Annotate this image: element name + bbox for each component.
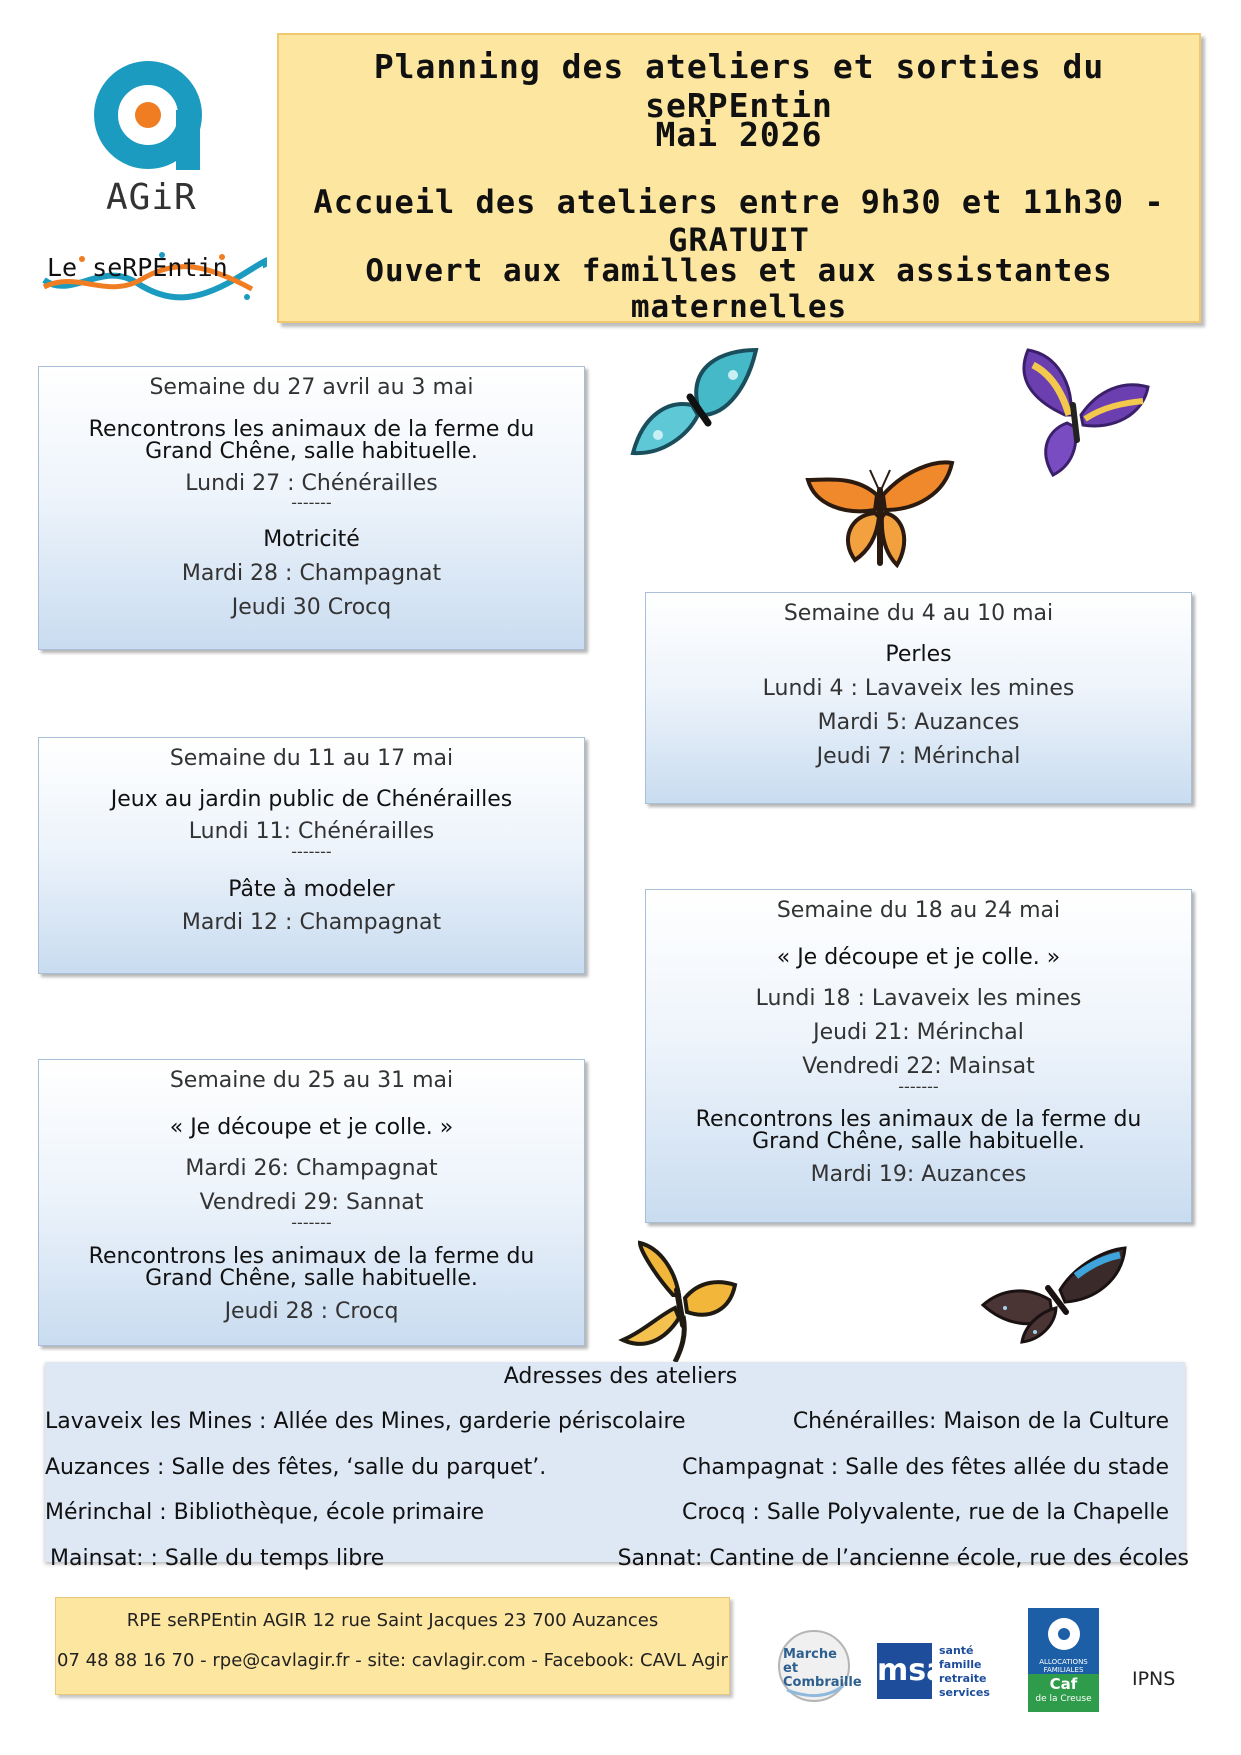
address-right-4: Sannat: Cantine de l’ancienne école, rue des écoles [617, 1546, 1189, 1571]
week-box-3 [38, 737, 585, 974]
week-title: Semaine du 11 au 17 mai [169, 746, 454, 771]
address-left-1: Lavaveix les Mines : Allée des Mines, garderie périscolaire [45, 1409, 686, 1434]
footer-address: RPE seRPEntin AGIR 12 rue Saint Jacques 23 700 Auzances [126, 1610, 659, 1631]
week-title: Semaine du 27 avril au 3 mai [149, 375, 474, 400]
activity-title: Perles [885, 642, 952, 667]
address-left-4: Mainsat: : Salle du temps libre [50, 1546, 385, 1571]
msa-logo [877, 1643, 1002, 1701]
msa-letters: msa [877, 1643, 932, 1699]
serpentin-logo [42, 245, 267, 305]
dark-butterfly-icon [980, 1240, 1130, 1350]
caf-label: ALLOCATIONS FAMILIALES [1039, 1658, 1088, 1674]
activity-title: Jeux au jardin public de Chénérailles [110, 787, 513, 812]
marche-combraille-text: Marche et Combraille [783, 1647, 862, 1690]
session-line: Jeudi 30 Crocq [231, 595, 392, 620]
yellow-butterfly-icon [615, 1240, 740, 1365]
separator: ------- [291, 493, 332, 512]
caf-region: de la Creuse [1035, 1694, 1092, 1704]
address-left-2: Auzances : Salle des fêtes, ‘salle du parquet’. [45, 1455, 547, 1480]
session-line: Mardi 28 : Champagnat [181, 561, 442, 586]
week-title: Semaine du 18 au 24 mai [776, 898, 1061, 923]
banner-title: Planning des ateliers et sorties du seRPEntin [373, 47, 1105, 125]
session-line: Vendredi 22: Mainsat [802, 1054, 1035, 1079]
msa-line: retraite [939, 1672, 987, 1685]
session-line: Jeudi 21: Mérinchal [813, 1020, 1024, 1045]
week-box-4 [645, 889, 1192, 1223]
serpentin-logo-text: Le seRPEntin [47, 253, 228, 282]
week-title: Semaine du 25 au 31 mai [169, 1068, 454, 1093]
banner-month: Mai 2026 [655, 115, 823, 154]
week-title: Semaine du 4 au 10 mai [783, 601, 1054, 626]
msa-line: services [939, 1686, 990, 1699]
session-line: Mardi 5: Auzances [817, 710, 1020, 735]
orange-butterfly-icon [805, 455, 955, 570]
session-line: Lundi 4 : Lavaveix les mines [762, 676, 1075, 701]
caf-emblem-icon [1042, 1614, 1086, 1654]
activity-title: « Je découpe et je colle. » [776, 945, 1061, 970]
session-line: Lundi 11: Chénérailles [188, 819, 435, 844]
header-banner [277, 33, 1201, 323]
separator: ------- [898, 1077, 939, 1096]
address-right-3: Crocq : Salle Polyvalente, rue de la Chapelle [682, 1500, 1169, 1525]
session-line: Mardi 26: Champagnat [185, 1156, 438, 1181]
separator: ------- [291, 842, 332, 861]
agir-logo-icon [78, 55, 223, 175]
session-line: Mardi 12 : Champagnat [181, 910, 442, 935]
separator: ------- [291, 1213, 332, 1232]
purple-butterfly-icon [1003, 345, 1153, 480]
session-line: Mardi 19: Auzances [810, 1162, 1027, 1187]
activity-title: Pâte à modeler [228, 877, 395, 902]
week-box-5 [38, 1059, 585, 1346]
caf-name: Caf [1049, 1675, 1078, 1693]
activity-title: Motricité [263, 527, 360, 552]
banner-audience: Ouvert aux familles et aux assistantes maternelles [365, 253, 1113, 325]
activity-title: Rencontrons les animaux de la ferme du Grand Chêne, salle habituelle. [88, 417, 535, 464]
teal-butterfly-icon [628, 345, 763, 460]
agir-logo [78, 55, 223, 235]
activity-title: Rencontrons les animaux de la ferme du Grand Chêne, salle habituelle. [88, 1244, 535, 1291]
msa-line: santé [939, 1644, 974, 1657]
addresses-title: Adresses des ateliers [503, 1364, 738, 1389]
address-right-2: Champagnat : Salle des fêtes allée du stade [682, 1455, 1169, 1480]
session-line: Lundi 27 : Chénérailles [185, 471, 438, 496]
activity-title: Rencontrons les animaux de la ferme du Grand Chêne, salle habituelle. [695, 1107, 1142, 1154]
activity-title: « Je découpe et je colle. » [169, 1115, 454, 1140]
session-line: Jeudi 7 : Mérinchal [816, 744, 1021, 769]
session-line: Jeudi 28 : Crocq [224, 1299, 399, 1324]
week-box-1 [38, 366, 585, 650]
address-right-1: Chénérailles: Maison de la Culture [792, 1409, 1169, 1434]
marche-combraille-logo [777, 1628, 862, 1708]
session-line: Lundi 18 : Lavaveix les mines [755, 986, 1082, 1011]
week-box-2 [645, 592, 1192, 804]
caf-logo [1028, 1608, 1099, 1712]
msa-line: famille [939, 1658, 982, 1671]
footer-contact: 07 48 88 16 70 - rpe@cavlagir.fr - site: cavlagir.com - Facebook: CAVL Agir [57, 1650, 728, 1671]
agir-logo-text: AGiR [106, 177, 197, 218]
contact-footer [55, 1597, 730, 1695]
ipns-label: IPNS [1132, 1668, 1176, 1690]
address-left-3: Mérinchal : Bibliothèque, école primaire [45, 1500, 485, 1525]
session-line: Vendredi 29: Sannat [199, 1190, 424, 1215]
banner-hours: Accueil des ateliers entre 9h30 et 11h30 - GRATUIT [313, 183, 1165, 259]
